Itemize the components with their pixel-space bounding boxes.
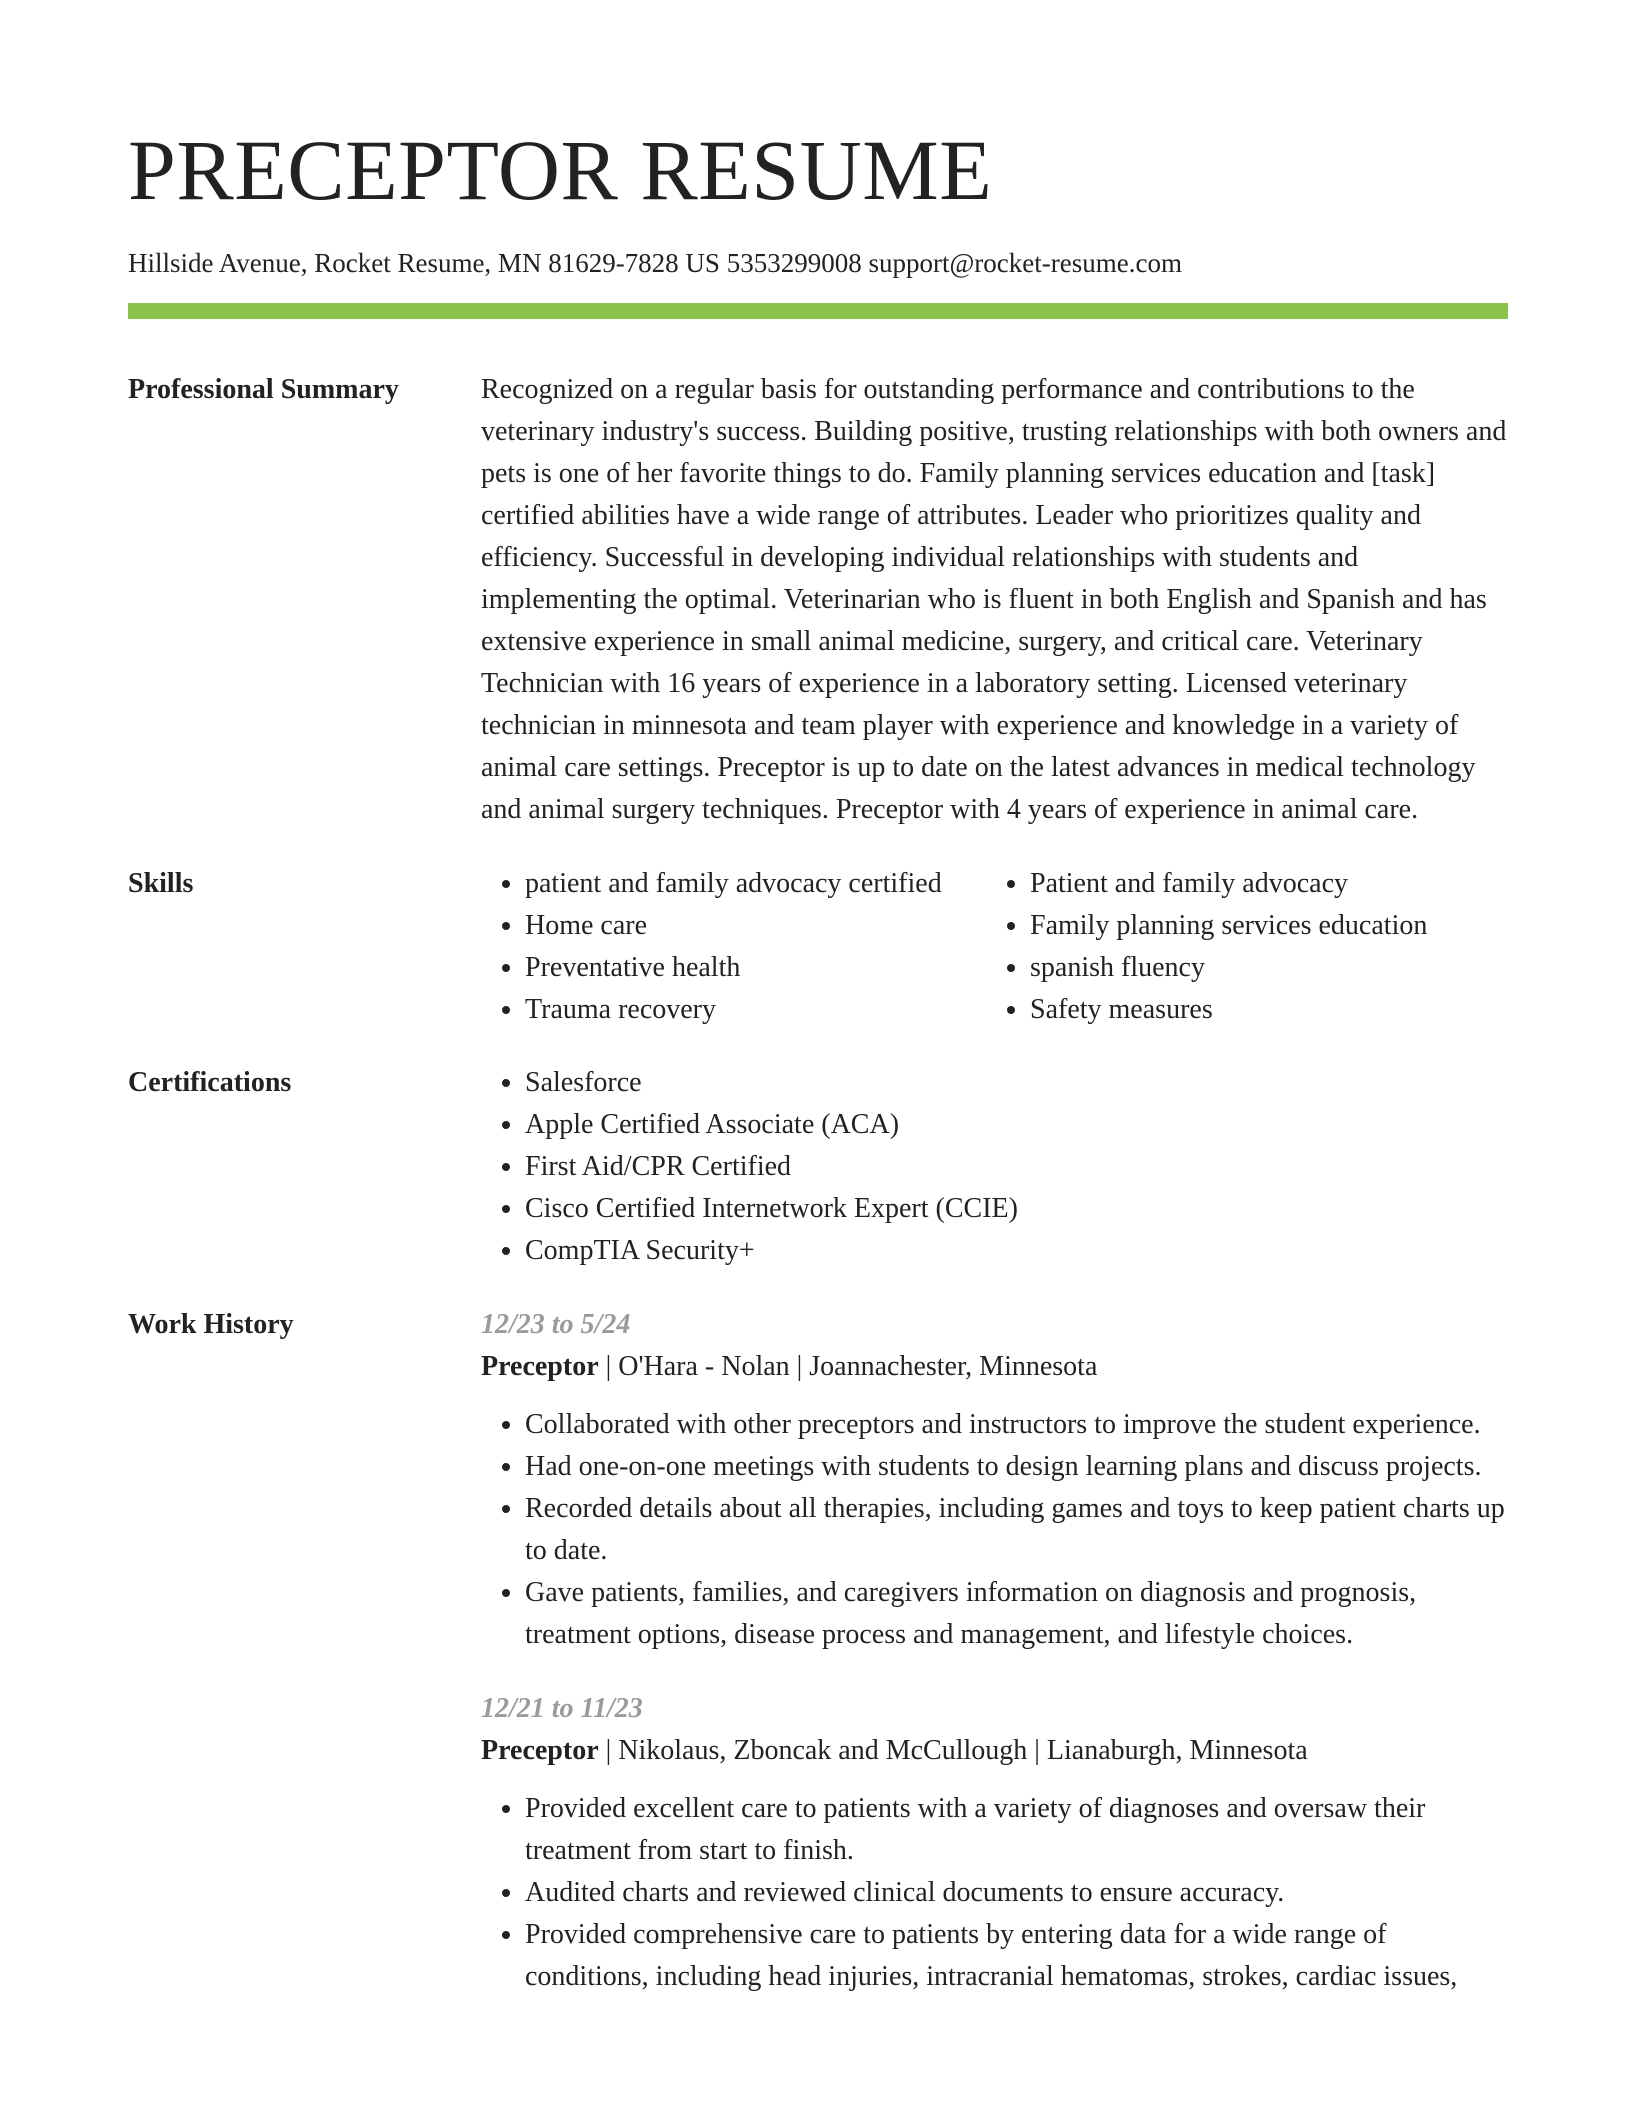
job-dates: 12/21 to 11/23 (481, 1693, 643, 1724)
summary-heading: Professional Summary (128, 374, 399, 405)
certification-item: • CompTIA Security+ (525, 1230, 1508, 1272)
summary-text: Recognized on a regular basis for outstanding performance and contributions to the veterinary industry's success. Building positive, trusting relationships with both owners and pets is one of her favorite things to do. Family planning services education and [task] certified abilities have a wide range of attributes. Leader who prioritizes quality and efficiency. Successful in developing individual relationships with students and implementing the optimal. Veterinarian who is fluent in both English and Spanish and has extensive experience in small animal medicine, surgery, and critical care. Veterinary Technician with 16 years of experience in a laboratory setting. Licensed veterinary technician in minnesota and team player with experience and knowledge in a variety of animal care settings. Preceptor is up to date on the latest advances in medical technology and animal surgery techniques. Preceptor with 4 years of experience in animal care. (481, 374, 1507, 825)
skills-grid (481, 863, 1508, 1031)
summary-body (481, 369, 1508, 831)
work-history-body (481, 1304, 1508, 1998)
skill-item: • Trauma recovery (525, 989, 986, 1031)
certifications-section (128, 1062, 1508, 1272)
skills-section (128, 863, 1508, 1031)
job-employer-location: | O'Hara - Nolan | Joannachester, Minnesota (598, 1351, 1098, 1382)
certification-item: • First Aid/CPR Certified (525, 1146, 1508, 1188)
job-title-line (481, 1730, 1508, 1772)
job-bullet: • Collaborated with other preceptors and instructors to improve the student experience. (525, 1404, 1508, 1446)
job-role: Preceptor (481, 1735, 599, 1766)
skills-heading: Skills (128, 868, 194, 899)
summary-section (128, 369, 1508, 831)
job-bullet: • Audited charts and reviewed clinical documents to ensure accuracy. (525, 1872, 1508, 1914)
skill-item: • Safety measures (1030, 989, 1508, 1031)
contact-line: Hillside Avenue, Rocket Resume, MN 81629-7828 US 5353299008 support@rocket-resume.com (128, 248, 1182, 278)
skill-item: • Patient and family advocacy (1030, 863, 1508, 905)
skill-item: • spanish fluency (1030, 947, 1508, 989)
job-bullet: • Gave patients, families, and caregivers information on diagnosis and prognosis, treatment options, disease process and management, and lifestyle choices. (525, 1572, 1508, 1656)
skill-item: • patient and family advocacy certified (525, 863, 986, 905)
work-history-section (128, 1304, 1508, 1998)
certifications-body (481, 1062, 1508, 1272)
accent-divider (128, 303, 1508, 319)
job-bullets (481, 1404, 1508, 1656)
certification-item: • Salesforce (525, 1062, 1508, 1104)
skill-item: • Family planning services education (1030, 905, 1508, 947)
skill-item: • Preventative health (525, 947, 986, 989)
skills-column-1 (481, 863, 986, 1031)
job-bullet: • Provided comprehensive care to patients by entering data for a wide range of conditions, including head injuries, intracranial hematomas, strokes, cardiac issues, (525, 1914, 1508, 1998)
certification-item: • Apple Certified Associate (ACA) (525, 1104, 1508, 1146)
job-title-line (481, 1346, 1508, 1388)
skill-item: • Home care (525, 905, 986, 947)
certifications-heading: Certifications (128, 1067, 292, 1098)
skills-column-2 (986, 863, 1508, 1031)
certification-item: • Cisco Certified Internetwork Expert (CCIE) (525, 1188, 1508, 1230)
job-employer-location: | Nikolaus, Zboncak and McCullough | Lianaburgh, Minnesota (598, 1735, 1308, 1766)
job-bullet: • Provided excellent care to patients with a variety of diagnoses and oversaw their treatment from start to finish. (525, 1788, 1508, 1872)
resume-page (128, 0, 1508, 1998)
resume-title: PRECEPTOR RESUME (128, 122, 993, 218)
job-bullets (481, 1788, 1508, 1998)
job-dates: 12/23 to 5/24 (481, 1309, 631, 1340)
job-role: Preceptor (481, 1351, 599, 1382)
certifications-list (481, 1062, 1508, 1272)
job-entry (481, 1304, 1508, 1656)
job-entry (481, 1688, 1508, 1998)
work-history-heading: Work History (128, 1309, 294, 1340)
job-bullet: • Recorded details about all therapies, including games and toys to keep patient charts up to date. (525, 1488, 1508, 1572)
job-bullet: • Had one-on-one meetings with students to design learning plans and discuss projects. (525, 1446, 1508, 1488)
